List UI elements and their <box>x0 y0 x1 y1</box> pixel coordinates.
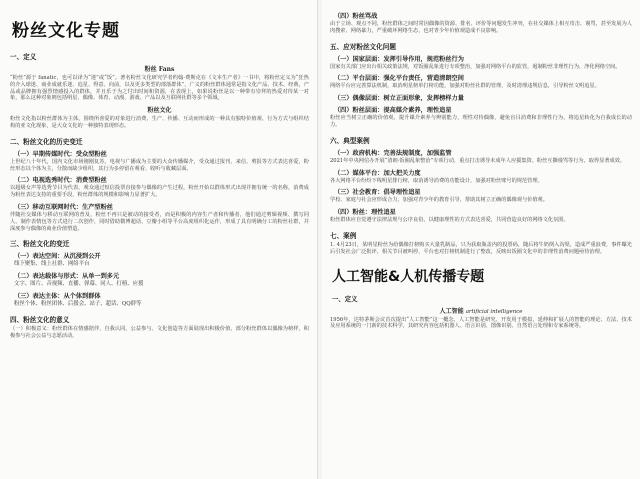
response-1-text: 国家有关部门应出台相关政策法规，对饭圈乱象进行专项整治，加强对网络平台的监管，遏制粉丝非理性行为，净化网络空间。 <box>330 63 621 70</box>
fans-definition-text: “粉丝”源于 fanatic，也可以译为“迷”或“饭”。著名粉丝文化研究学者约翰·费斯克在《文本生产者》一书中，将粉丝定义为“狂热的介入球迷、商业成就乐迷、追星、得意、向前，以及更多类型的部落群体”，广义的粉丝群体通常是指文化产品、技术、经典，产品或品牌拥有强烈情感投入的群体，并且乐于为之付出时间和资源，在表现上，如果说粉丝是以一种带有崇拜的热爱对待某一对象，那么这种对象则包括明星、偶像、体育、动漫、游戏、产品以及互联网社群等多个领域。 <box>10 75 309 102</box>
case-4-heading: （四）粉丝：理性追星 <box>334 209 396 217</box>
era-1-heading: （一）早期传媒时代：受众型粉丝 <box>14 150 107 158</box>
change-1-items: 线下聚集、线上社群、网络平台 <box>14 261 90 268</box>
change-2-items: 文字、图片、音视频、直播、弹幕、同人、打榜、应援 <box>14 281 144 288</box>
page-title: 粉丝文化专题 <box>12 21 120 41</box>
case-2-heading: （二）媒体平台：加大把关力度 <box>334 169 421 177</box>
case-4-text: 粉丝群体应自觉遵守法律法规与公序良俗，以健康理性的方式表达喜爱，共同营造良好的网络文化氛围。 <box>330 217 569 224</box>
era-1-text: 上世纪八十年代，国内文化市场刚刚复苏，电视与广播成为主要的大众传播媒介，受众通过报刊、来信、剪报等方式表达喜爱，粉丝形态以个体为主，分散而缺少组织，其行为多停留在观看、收听与收藏层面。 <box>10 158 309 172</box>
fans-subtitle: 粉丝 Fans <box>144 66 175 73</box>
era-3-heading: （三）移动互联网时代：生产型粉丝 <box>14 203 113 211</box>
fan-war-text: 由于立场、观点不同，粉丝群体之间时常因偶像的资源、排名、评价等问题发生冲突，在社交媒体上相互攻击、谩骂，甚至发展为人肉搜索、网络暴力，严重破坏网络生态，也对青少年价值观造成不良影响。 <box>330 21 632 34</box>
response-3-heading: （三）偶像层面：树立正面形象，发挥榜样力量 <box>334 95 464 103</box>
era-3-text: 伴随社交媒体与移动互联网的普及，粉丝不再只是被动的接受者，而是积极的内容生产者和传播者，他们通过剪辑视频、撰写同人、制作表情包等方式进行二次创作，同时借助微博超话、豆瓣小组等平台高度组织化运作，形成了具有明确分工的粉丝社群，并深度参与偶像的商业价值塑造。 <box>10 211 309 232</box>
section-meaning-heading: 四、粉丝文化的意义 <box>10 316 70 325</box>
right-page <box>322 0 640 479</box>
fan-culture-text: 粉丝文化指以粉丝群体为主体，围绕所喜爱的对象进行消费、生产、传播、互动而形成的一种具有独特价值观、行为方式与组织结构的亚文化现象，是大众文化的一种独特表现形态。 <box>10 116 309 129</box>
change-3-heading: （三）表达主体：从个体到群体 <box>14 293 101 301</box>
meaning-text: （一）积极意义：粉丝群体在情感陪伴、自我认同、公益参与、文化创造等方面展现出积极价值，部分粉丝群体以偶像为榜样，积极参与社会公益与志愿活动。 <box>10 326 309 340</box>
fan-culture-subtitle: 粉丝文化 <box>147 107 172 115</box>
ai-term: 人工智能 <box>439 307 464 315</box>
ai-term-en: artificial intelligence <box>465 308 523 315</box>
section-response-heading: 五、应对粉丝文化问题 <box>330 42 396 51</box>
era-2-text: 以超级女声等选秀节目为代表，观众通过短信投票直接参与偶像的产生过程，粉丝开始以群体形式出现并拥有统一的名称，消费成为粉丝表达支持的重要手段，粉丝群体的规模和影响力显著扩大。 <box>10 185 309 199</box>
section-changes-heading: 三、粉丝文化的变迁 <box>10 240 70 249</box>
section-example-heading: 七、案例 <box>330 231 357 240</box>
fan-war-heading: （四）粉丝骂战 <box>334 13 378 20</box>
response-2-heading: （二）平台层面：强化平台责任，营造清朗空间 <box>334 75 464 83</box>
response-1-heading: （一）国家层面：发挥引导作用，规范粉丝行为 <box>334 55 464 63</box>
ai-definition-text: 1956年，达特茅斯会议首次提出“人工智能”这一概念，人工智能是研究、开发用于模拟、延伸和扩展人的智能的理论、方法、技术及应用系统的一门新的技术科学，其研究内容包括机器人、语言识别、图像识别、自然语言处理和专家系统等。 <box>330 316 632 330</box>
ai-topic-title: 人工智能&人机传播专题 <box>332 268 485 285</box>
left-page <box>0 0 318 479</box>
case-2-text: 各大网络平台纷纷下线明星排行榜，取消诱导消费的功能设计，加强对粉丝账号的规范管理。 <box>330 177 543 184</box>
example-text: 1. 4月23日，某明星粉丝为给偶像打榜购买大量乳制品，只为获取瓶盖内的投票码，随后将牛奶倒入沟渠，造成严重浪费，事件曝光后引发社会广泛批评，相关节目被叫停，平台也对打榜机制进行了整改，反映出饭圈文化中的非理性消费问题亟待治理。 <box>330 241 632 255</box>
response-4-heading: （四）粉丝层面：提高媒介素养，理性追星 <box>334 107 452 115</box>
case-3-text: 学校、家庭与社会应形成合力，加强对青少年的教育引导，帮助其树立正确的偶像观与价值观。 <box>330 197 548 204</box>
section-history-heading: 二、粉丝文化的历史变迁 <box>10 137 83 146</box>
response-4-text: 粉丝应当树立正确的价值观，提升媒介素养与辨别能力，理性对待偶像，避免盲目消费和非理性行为，将追星转化为自我成长的动力。 <box>330 115 632 128</box>
case-1-heading: （一）政府机构：完善法规制度，加强监管 <box>334 149 452 157</box>
change-1-heading: （一）表达空间：从沉浸到公开 <box>14 253 101 261</box>
change-3-items: 粉丝个体、粉丝团体、后援会、站子、超话、QQ群等 <box>14 301 142 308</box>
change-2-heading: （二）表达载体与形式：从单一到多元 <box>14 273 120 281</box>
ai-term-subtitle <box>330 306 632 315</box>
response-2-text: 网络平台应完善算法机制，取消明星榜单打榜功能，加强对粉丝社群的管理，及时清理违规信息，引导粉丝文明追星。 <box>330 83 600 90</box>
era-2-heading: （二）电视选秀时代：消费型粉丝 <box>14 177 107 185</box>
section-definition-heading: 一、定义 <box>10 53 37 61</box>
case-1-text: 2021年中央网信办开展“清朗·饭圈乱象整治”专项行动，重点打击诱导未成年人应援集资、粉丝互撕谩骂等行为，取得显著成效。 <box>330 157 626 164</box>
ai-definition-heading: 一、定义 <box>332 294 358 303</box>
section-cases-heading: 六、典型案例 <box>330 136 370 145</box>
case-3-heading: （三）社会教育：倡导理性追星 <box>334 189 421 197</box>
